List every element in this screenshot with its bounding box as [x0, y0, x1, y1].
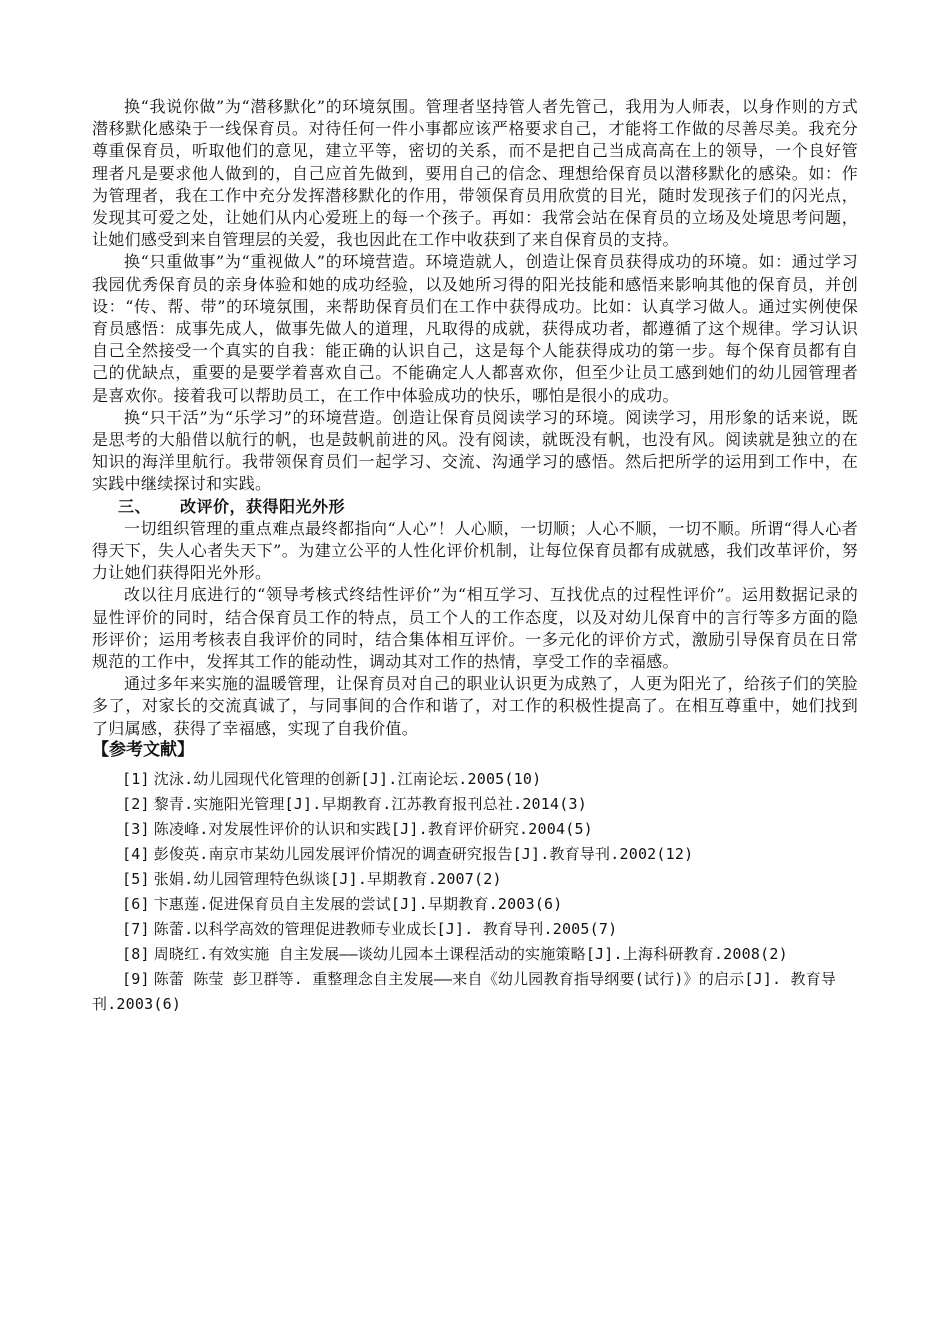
- reference-item: [92, 942, 862, 967]
- reference-index: [6]: [122, 895, 150, 913]
- reference-item: [92, 767, 862, 792]
- references-title: 【参考文献】: [92, 740, 194, 760]
- reference-item: [92, 817, 862, 842]
- body-text: [92, 96, 858, 740]
- paragraph: 换“只干活”为“乐学习”的环境营造。创造让保育员阅读学习的环境。阅读学习，用形象的话来说，既是思考的大船借以航行的帆，也是鼓帆前进的风。没有阅读，就既没有帆，也没有风。阅读就是独立的在知识的海洋里航行。我带领保育员们一起学习、交流、沟通学习的感悟。然后把所学的运用到工作中，在实践中继续探讨和实践。: [92, 407, 858, 494]
- paragraph: 换“我说你做”为“潜移默化”的环境氛围。管理者坚持管人者先管己，我用为人师表，以身作则的方式潜移默化感染于一线保育员。对待任何一件小事都应该严格要求自己，才能将工作做的尽善尽美。我充分尊重保育员，听取他们的意见，建立平等，密切的关系，而不是把自己当成高高在上的领导，一个良好管理者凡是要求他人做到的，自己应首先做到，要用自己的信念、理想给保育员以潜移默化的感染。如：作为管理者，我在工作中充分发挥潜移默化的作用，带领保育员用欣赏的目光，随时发现孩子们的闪光点，发现其可爱之处，让她们从内心爱班上的每一个孩子。再如：我常会站在保育员的立场及处境思考问题，让她们感受到来自管理层的关爱，我也因此在工作中收获到了来自保育员的支持。: [92, 97, 858, 250]
- reference-text: 彭俊英.南京市某幼儿园发展评价情况的调查研究报告[J].教育导刊.2002(12): [153, 845, 694, 863]
- reference-index: [5]: [122, 870, 150, 888]
- reference-text: 张娟.幼儿园管理特色纵谈[J].早期教育.2007(2): [153, 870, 502, 888]
- reference-text: 沈泳.幼儿园现代化管理的创新[J].江南论坛.2005(10): [153, 770, 542, 788]
- reference-index: [2]: [122, 795, 150, 813]
- reference-index: [7]: [122, 920, 150, 938]
- references-section: [92, 738, 862, 1017]
- reference-item: [92, 917, 862, 942]
- paragraph: 一切组织管理的重点难点最终都指向“人心”！人心顺，一切顺；人心不顺，一切不顺。所谓“得人心者得天下，失人心者失天下”。为建立公平的人性化评价机制，让每位保育员都有成就感，我们改革评价，努力让她们获得阳光外形。: [92, 518, 858, 583]
- section-number: 三、: [118, 496, 152, 516]
- reference-item: [92, 892, 862, 917]
- reference-text: 卞惠莲.促进保育员自主发展的尝试[J].早期教育.2003(6): [153, 895, 563, 913]
- reference-text: 黎青.实施阳光管理[J].早期教育.江苏教育报刊总社.2014(3): [153, 795, 587, 813]
- reference-item: [92, 842, 862, 867]
- section-heading: [92, 496, 858, 518]
- paragraph: 改以往月底进行的“领导考核式终结性评价”为“相互学习、互找优点的过程性评价”。运用数据记录的显性评价的同时，结合保育员工作的特点，员工个人的工作态度，以及对幼儿保育中的言行等多方面的隐形评价；运用考核表自我评价的同时，结合集体相互评价。一多元化的评价方式，激励引导保育员在日常规范的工作中，发挥其工作的能动性，调动其对工作的热情，享受工作的幸福感。: [92, 585, 858, 672]
- reference-index: [3]: [122, 820, 150, 838]
- reference-item: [92, 792, 862, 817]
- reference-text: 周晓红.有效实施 自主发展——谈幼儿园本土课程活动的实施策略[J].上海科研教育.2008(2): [153, 945, 788, 963]
- section-title: 改评价，获得阳光外形: [180, 496, 346, 516]
- reference-text: 陈蕾 陈莹 彭卫群等. 重整理念自主发展——来自《幼儿园教育指导纲要(试行)》的启示[J]. 教育导刊.2003(6): [92, 970, 837, 1013]
- reference-text: 陈蕾.以科学高效的管理促进教师专业成长[J]. 教育导刊.2005(7): [153, 920, 618, 938]
- reference-index: [8]: [122, 945, 150, 963]
- reference-index: [9]: [122, 970, 150, 988]
- reference-item: [92, 867, 862, 892]
- reference-item: [92, 967, 862, 1017]
- reference-text: 陈凌峰.对发展性评价的认识和实践[J].教育评价研究.2004(5): [153, 820, 593, 838]
- paragraph: 通过多年来实施的温暖管理，让保育员对自己的职业认识更为成熟了，人更为阳光了，给孩子们的笑脸多了，对家长的交流真诚了，与同事间的合作和谐了，对工作的积极性提高了。在相互尊重中，她们找到了归属感，获得了幸福感，实现了自我价值。: [92, 674, 858, 738]
- reference-index: [1]: [122, 770, 150, 788]
- reference-index: [4]: [122, 845, 150, 863]
- paragraph: 换“只重做事”为“重视做人”的环境营造。环境造就人，创造让保育员获得成功的环境。如：通过学习我园优秀保育员的亲身体验和她的成功经验，以及她所习得的阳光技能和感悟来影响其他的保育员，并创设：“传、帮、带”的环境氛围，来帮助保育员们在工作中获得成功。比如：认真学习做人。通过实例使保育员感悟：成事先成人，做事先做人的道理，凡取得的成就，获得成功者，都遵循了这个规律。学习认识自己全然接受一个真实的自我：能正确的认识自己，这是每个人能获得成功的第一步。每个保育员都有自己的优缺点，重要的是要学着喜欢自己。不能确定人人都喜欢你，但至少让员工感到她们的幼儿园管理者是喜欢你。接着我可以帮助员工，在工作中体验成功的快乐，哪怕是很小的成功。: [92, 252, 858, 405]
